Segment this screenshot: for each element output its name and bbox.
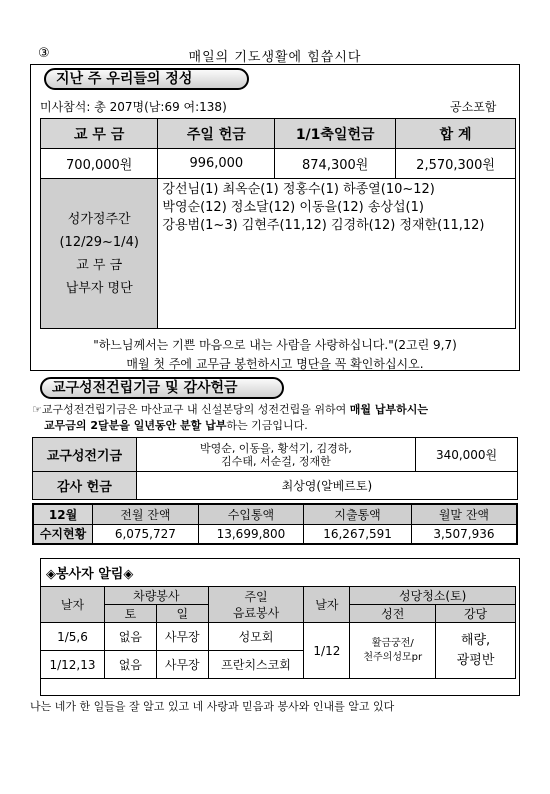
building-section-title: 교구성전건립기금 및 감사헌금 (40, 377, 284, 399)
balance-value: 3,507,936 (411, 524, 517, 544)
clean-hall-line: 해량, (460, 632, 491, 648)
donor-label-line: (12/29~1/4) (59, 234, 139, 250)
fund-names-line: 김수태, 서순걸, 정재한 (221, 454, 331, 468)
row-sat: 없음 (104, 651, 156, 679)
balance-label: 수지현황 (33, 524, 93, 544)
balance-value: 13,699,800 (198, 524, 304, 544)
balance-col-header: 지출통액 (304, 504, 412, 524)
offering-table (40, 118, 516, 329)
thanks-row (33, 472, 518, 500)
page-title: 매일의 기도생활에 힘씁시다 (188, 50, 362, 65)
header-clean: 성당청소(토) (350, 587, 516, 605)
volunteer-header-row-1 (41, 587, 516, 605)
building-fund-table (32, 437, 518, 500)
offering-value: 2,570,300원 (396, 149, 516, 179)
col-header: 합 계 (396, 119, 516, 149)
header-drink-line: 음료봉사 (232, 605, 280, 620)
clean-sanctuary (350, 623, 436, 679)
clean-date: 1/12 (304, 623, 350, 679)
volunteer-section-title: ◈봉사자 알림◈ (46, 567, 134, 582)
volunteer-row (41, 623, 516, 651)
donor-line: 강선님(1) 최옥순(1) 정홍수(1) 하종열(10~12) (162, 182, 435, 197)
row-drink: 성모회 (208, 623, 304, 651)
offering-value: 996,000 (158, 149, 275, 179)
balance-month: 12월 (33, 504, 93, 524)
balance-value: 16,267,591 (304, 524, 412, 544)
row-sun: 사무장 (156, 651, 208, 679)
donor-line: 강용범(1~3) 김현주(11,12) 김경하(12) 정재한(11,12) (162, 218, 485, 233)
page-number: ③ (38, 46, 50, 61)
balance-value-row (33, 524, 517, 544)
offering-value-row (41, 149, 516, 179)
header-drink (208, 587, 304, 623)
header-sun: 일 (156, 605, 208, 623)
offering-section-title: 지난 주 우리들의 정성 (44, 68, 249, 90)
balance-value: 6,075,727 (93, 524, 199, 544)
balance-table (32, 503, 518, 545)
fund-names-line: 박영순, 이동을, 황석기, 김경하, (199, 441, 352, 455)
clean-sanctuary-line: 활금궁전/ (371, 637, 414, 649)
header-date: 날자 (41, 587, 105, 623)
footer-verse: 나는 네가 한 일들을 잘 알고 있고 네 사랑과 믿음과 봉사와 인내를 알고 있다 (30, 700, 395, 713)
attendance-note: 공소포함 (450, 100, 497, 114)
balance-col-header: 수입통액 (198, 504, 304, 524)
donor-label-line: 성가정주간 (67, 211, 131, 227)
donor-label-line: 납부자 명단 (65, 280, 133, 296)
row-drink: 프란치스코회 (208, 651, 304, 679)
col-header: 1/1축일헌금 (275, 119, 396, 149)
fund-label: 교구성전기금 (33, 438, 137, 472)
volunteer-table (40, 586, 516, 679)
quote-line: 매월 첫 주에 교무금 봉헌하시고 명단을 꼭 확인하십시오. (126, 357, 424, 371)
row-sat: 없음 (104, 623, 156, 651)
balance-header-row (33, 504, 517, 524)
desc-text: 하는 기금입니다. (226, 419, 308, 432)
clean-sanctuary-line: 천주의성모pr (363, 651, 423, 663)
col-header: 교 무 금 (41, 119, 158, 149)
fund-row (33, 438, 518, 472)
header-sanctuary: 성전 (350, 605, 436, 623)
balance-col-header: 전월 잔액 (93, 504, 199, 524)
attendance-text: 미사참석: 총 207명(남:69 여:138) (40, 100, 227, 114)
desc-text: ☞교구성전건립기금은 마산교구 내 신설본당의 성전건립을 위하여 (32, 403, 347, 416)
thanks-name: 최상영(알베르토) (136, 472, 517, 500)
offering-value: 700,000원 (41, 149, 158, 179)
clean-hall (436, 623, 516, 679)
building-description (32, 402, 520, 434)
donor-label-line: 교 무 금 (76, 257, 123, 273)
header-date-2: 날자 (304, 587, 350, 623)
fund-names (136, 438, 415, 472)
header-sat: 토 (104, 605, 156, 623)
quote-line: "하느님께서는 기쁜 마음으로 내는 사람을 사랑하십니다."(2고린 9,7) (93, 338, 457, 352)
donor-line: 박영순(12) 정소달(12) 이동을(12) 송상섭(1) (162, 200, 424, 215)
row-date: 1/5,6 (41, 623, 105, 651)
offering-value: 874,300원 (275, 149, 396, 179)
donor-row (41, 179, 516, 329)
col-header: 주일 헌금 (158, 119, 275, 149)
offering-header-row (41, 119, 516, 149)
row-sun: 사무장 (156, 623, 208, 651)
row-date: 1/12,13 (41, 651, 105, 679)
donor-list (158, 179, 516, 329)
header-car: 차량봉사 (104, 587, 208, 605)
desc-bold: 교무금의 2달분을 일년동안 분할 납부 (44, 419, 227, 432)
desc-bold: 매월 납부하시는 (349, 403, 428, 416)
clean-hall-line: 광평반 (456, 652, 495, 668)
balance-col-header: 월말 잔액 (411, 504, 517, 524)
thanks-label: 감사 헌금 (33, 472, 137, 500)
header-hall: 강당 (436, 605, 516, 623)
donor-label (41, 179, 158, 329)
header-drink-line: 주일 (244, 589, 268, 604)
fund-amount: 340,000원 (416, 438, 518, 472)
